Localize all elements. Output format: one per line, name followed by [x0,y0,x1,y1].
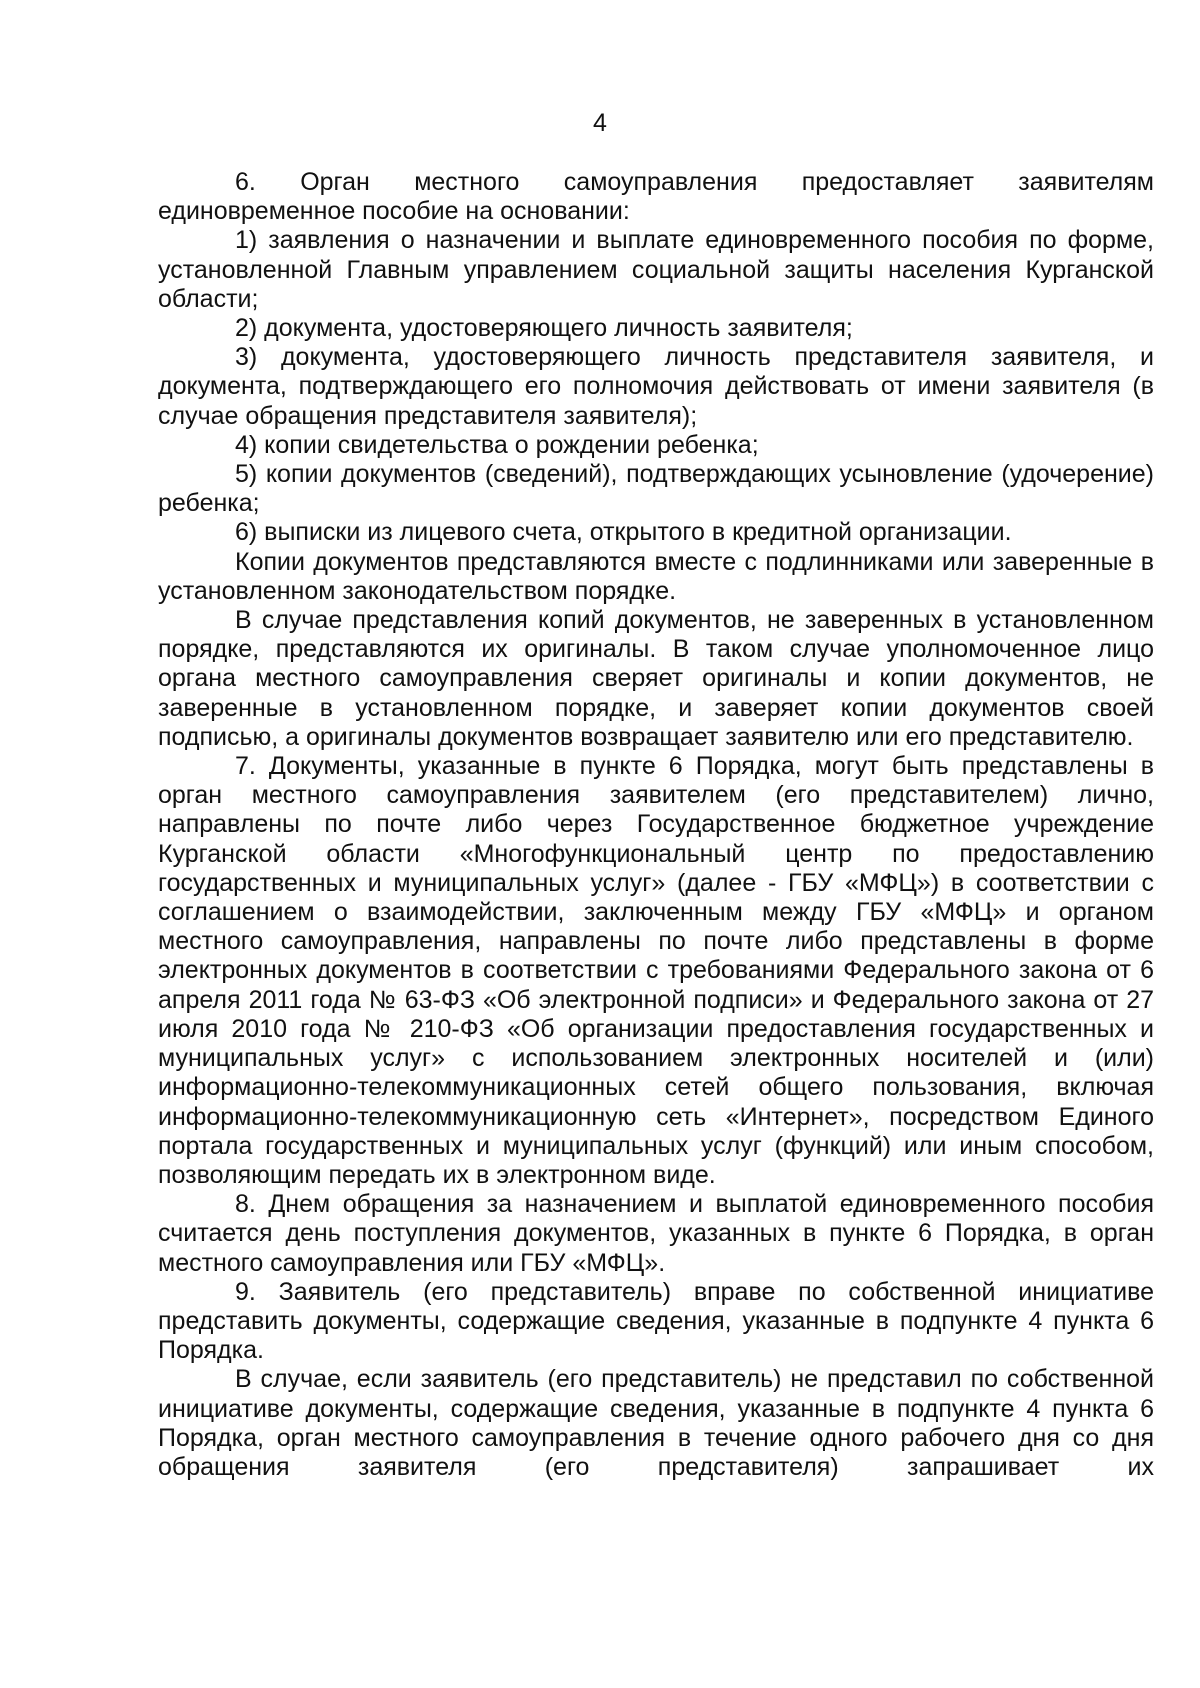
paragraph-6-intro: 6. Орган местного самоуправления предоставляет заявителям единовременное пособие на основании: [158,168,1154,226]
paragraph-9-continued: В случае, если заявитель (его представитель) не представил по собственной инициативе документы, содержащие сведения, указанные в подпункте 4 пункта 6 Порядка, орган местного самоуправления в течение одного рабочего дня со дня обращения заявителя (его представителя) запрашивает их [158,1365,1154,1481]
paragraph-6-item-3: 3) документа, удостоверяющего личность представителя заявителя, и документа, подтверждающего его полномочия действовать от имени заявителя (в случае обращения представителя заявителя); [158,343,1154,430]
paragraph-6-item-6: 6) выписки из лицевого счета, открытого в кредитной организации. [235,518,1012,547]
paragraph-9: 9. Заявитель (его представитель) вправе по собственной инициативе представить документы, содержащие сведения, указанные в подпункте 4 пункта 6 Порядка. [158,1277,1154,1365]
paragraph-6-item-2: 2) документа, удостоверяющего личность заявителя; [235,314,853,343]
paragraph-6-item-5: 5) копии документов (сведений), подтверждающих усыновление (удочерение) ребенка; [158,460,1154,518]
paragraph-7: 7. Документы, указанные в пункте 6 Порядка, могут быть представлены в орган местного самоуправления заявителем (его представителем) лично, направлены по почте либо через Государственное бюджетное учреждение Курганской области «Многофункциональный центр по предоставлению государственных и муниципальных услуг» (далее - ГБУ «МФЦ») в соответствии с соглашением о взаимодействии, заключенным между ГБУ «МФЦ» и органом местного самоуправления, направлены по почте либо представлены в форме электронных документов в соответствии с требованиями Федерального закона от 6 апреля 2011 года № 63-ФЗ «Об электронной подписи» и Федерального закона от 27 июля 2010 года № 210-ФЗ «Об организации предоставления государственных и муниципальных услуг» с использованием электронных носителей и (или) информационно-телекоммуникационных сетей общего пользования, включая информационно-телекоммуникационную сеть «Интернет», посредством Единого портала государственных и муниципальных услуг (функций) или иным способом, позволяющим передать их в электронном виде. [158,752,1154,1189]
paragraph-originals: В случае представления копий документов, не заверенных в установленном порядке, представляются их оригиналы. В таком случае уполномоченное лицо органа местного самоуправления сверяет оригиналы и копии документов, не заверенные в установленном порядке, и заверяет копии документов своей подписью, а оригиналы документов возвращает заявителю или его представителю. [158,606,1154,751]
paragraph-copies: Копии документов представляются вместе с подлинниками или заверенные в установленном законодательством порядке. [158,547,1154,605]
document-body [158,168,1154,1482]
paragraph-8: 8. Днем обращения за назначением и выплатой единовременного пособия считается день поступления документов, указанных в пункте 6 Порядка, в орган местного самоуправления или ГБУ «МФЦ». [158,1190,1154,1277]
paragraph-6-item-4: 4) копии свидетельства о рождении ребенка; [235,430,759,459]
page-number: 4 [593,109,607,137]
paragraph-6-item-1: 1) заявления о назначении и выплате единовременного пособия по форме, установленной Главным управлением социальной защиты населения Курганской области; [158,226,1154,313]
